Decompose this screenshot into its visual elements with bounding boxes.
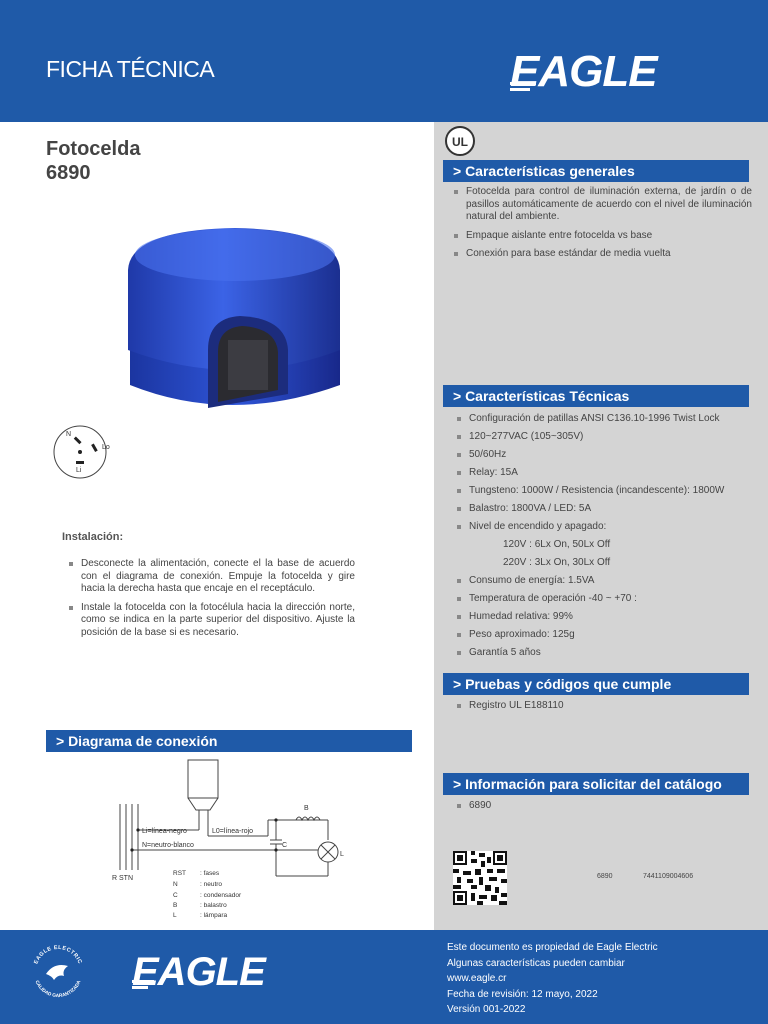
pin-label-li: Li [76,467,82,474]
diagram-label-b: B [304,805,309,812]
legend-value: : fases [200,870,220,877]
list-item: Temperatura de operación -40 ~ +70 : [455,593,755,606]
footer-brand-logo [132,952,282,996]
footer-info [447,940,658,1018]
tests-list [455,700,755,719]
svg-text:CALIDAD GARANTIZADA [34,979,83,999]
list-item: Garantía 5 años [455,647,755,660]
legend-key: B [173,902,178,909]
list-item: 50/60Hz [455,449,755,462]
catalog-barcode-number: 7441109004606 [643,873,694,880]
technical-characteristics-list [455,413,755,665]
legend-key: C [173,892,178,899]
connection-diagram [100,756,360,924]
list-item: Registro UL E188110 [455,700,755,713]
list-item: 220V : 3Lx On, 30Lx Off [503,557,611,568]
diagram-label-rstn: R STN [112,875,133,882]
diagram-label-n: N=neutro-blanco [142,842,194,849]
diagram-label-c: C [282,842,288,849]
list-item: Tungsteno: 1000W / Resistencia (incandescente): 1800W [455,485,755,498]
list-item: Balastro: 1800VA / LED: 5A [455,503,755,516]
ul-certification-icon [443,124,477,158]
list-item: Desconecte la alimentación, conecte el la base de acuerdo con el diagrama de conexión. Empuje la fotocelda y gire hacia la derecha hasta que encaje en el receptáculo. [67,558,355,596]
legend-value: : condensador [200,892,242,899]
footer-line: Este documento es propiedad de Eagle Electric [447,942,658,953]
product-code: 6890 [46,162,91,184]
list-item: Instale la fotocelda con la fotocélula hacia la dirección norte, como se indica en la parte superior del dispositivo. Ajuste la posición de la base si es necesario. [67,602,355,640]
general-characteristics-list [452,186,752,267]
eagle-icon [46,965,68,980]
legend-key: N [173,881,178,888]
list-item: 120~277VAC (105~305V) [455,431,755,444]
technical-characteristics-heading: > Características Técnicas [443,385,749,407]
document-title: FICHA TÉCNICA [46,56,215,82]
svg-text:EAGLE ELECTRIC [33,945,82,965]
pin-label-n: N [66,431,72,438]
catalog-code: 6890 [597,873,613,880]
connection-diagram-heading: > Diagrama de conexión [46,730,412,752]
footer-line: Algunas características pueden cambiar [447,957,625,969]
list-item: Conexión para base estándar de media vuelta [452,248,752,261]
list-item: Configuración de patillas ANSI C136.10-1996 Twist Lock [455,413,755,426]
cap-highlight [135,229,335,281]
list-item: Empaque aislante entre fotocelda vs base [452,230,752,243]
installation-title: Instalación: [62,531,124,543]
list-item: Peso aproximado: 125g [455,629,755,642]
product-photo [90,210,390,450]
diagram-label-lo: L0=línea-rojo [212,828,254,835]
list-item: 6890 [455,800,755,813]
legend-key: RST [173,870,186,877]
pin-configuration-icon [52,424,116,480]
general-characteristics-heading: > Características generales [443,160,749,182]
footer-line: Versión 001-2022 [447,1004,526,1015]
qr-code [453,851,507,905]
brand-logo [510,47,682,98]
list-item: Relay: 15A [455,467,755,480]
footer-brand-text: EAGLE [132,950,265,994]
footer-line: Fecha de revisión: 12 mayo, 2022 [447,988,598,1000]
list-item: Humedad relativa: 99% [455,611,755,624]
brand-logo-text: EAGLE [510,47,657,96]
pin-label-lo: Lo [102,444,110,451]
installation-list [67,558,355,645]
svg-text:UL: UL [452,135,468,149]
seal-top-text: EAGLE ELECTRIC [33,944,83,966]
tests-heading: > Pruebas y códigos que cumple [443,673,749,695]
diagram-label-li: Li=línea-negro [142,828,187,835]
list-item: Nivel de encendido y apagado: [455,521,755,534]
list-item: Consumo de energía: 1.5VA [455,575,755,588]
legend-key: L [173,912,177,919]
product-name: Fotocelda [46,138,141,160]
sensor-cell [228,340,268,390]
legend-value: : lámpara [200,912,228,919]
list-item: 120V : 6Lx On, 50Lx Off [503,539,611,550]
catalog-heading: > Información para solicitar del catálogo [443,773,749,795]
catalog-list [455,800,755,819]
footer-website-link[interactable]: www.eagle.cr [447,973,507,984]
seal-bottom-text: CALIDAD GARANTIZADA [33,980,83,1000]
eagle-seal-logo [28,940,88,1002]
diagram-label-l: L [340,851,344,858]
legend-value: : balastro [200,902,227,909]
list-item: Fotocelda para control de iluminación externa, de jardín o de pasillos automáticamente de acuerdo con el nivel de iluminación natural del ambiente. [452,186,752,224]
legend-value: : neutro [200,881,223,888]
